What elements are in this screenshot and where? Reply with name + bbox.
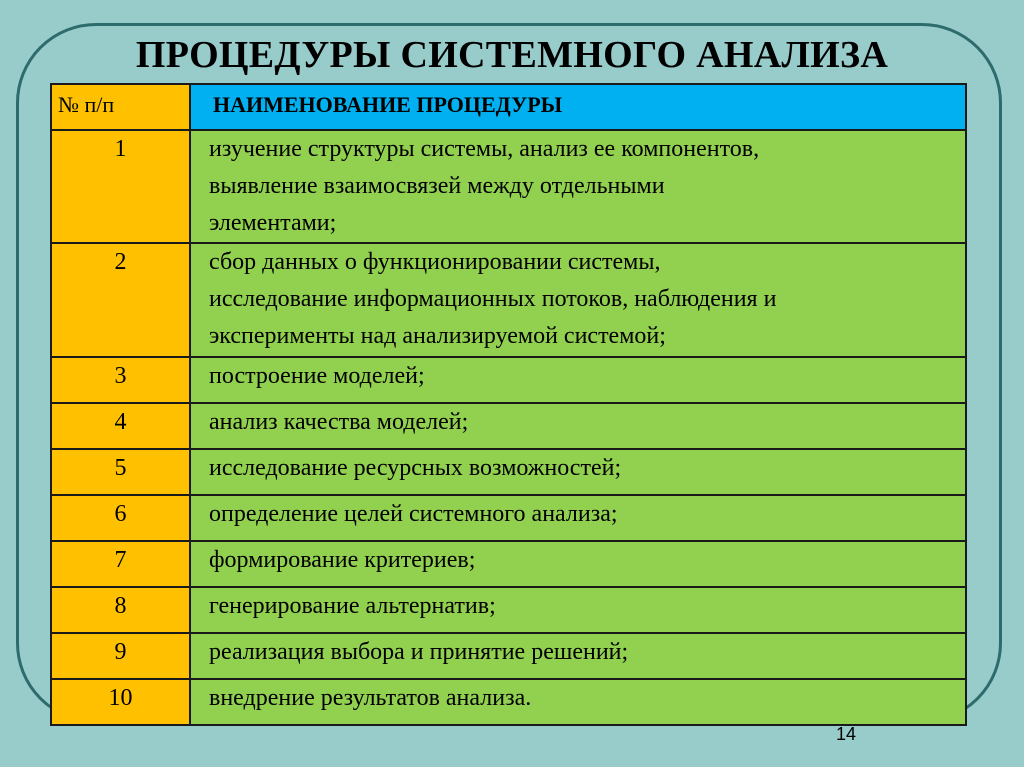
- row-number: 9: [114, 639, 127, 665]
- row-text-line: формирование критериев;: [209, 547, 476, 573]
- table-row: [51, 449, 966, 495]
- row-text-line: анализ качества моделей;: [209, 409, 469, 435]
- table-row: [51, 357, 966, 403]
- row-text-line: построение моделей;: [209, 363, 425, 389]
- table-row: [51, 243, 966, 357]
- table-header-row: [51, 84, 966, 130]
- slide-title: ПРОЦЕДУРЫ СИСТЕМНОГО АНАЛИЗА: [135, 34, 889, 76]
- row-number: 10: [108, 685, 133, 711]
- row-text-line: выявление взаимосвязей между отдельными: [209, 173, 665, 199]
- row-text-line: элементами;: [209, 210, 337, 236]
- row-text-line: определение целей системного анализа;: [209, 501, 618, 527]
- table-row: [51, 495, 966, 541]
- table-row: [51, 541, 966, 587]
- table-row: [51, 679, 966, 725]
- row-text-line: генерирование альтернатив;: [209, 593, 496, 619]
- procedures-table: [50, 83, 967, 726]
- header-procedure-name: НАИМЕНОВАНИЕ ПРОЦЕДУРЫ: [190, 84, 966, 130]
- row-text-line: реализация выбора и принятие решений;: [209, 639, 629, 665]
- row-number: 8: [114, 593, 127, 619]
- row-text-line: исследование ресурсных возможностей;: [209, 455, 622, 481]
- page-number: 14: [836, 724, 857, 744]
- row-text-line: изучение структуры системы, анализ ее компонентов,: [209, 136, 760, 162]
- table-row: [51, 130, 966, 243]
- row-text-line: исследование информационных потоков, наблюдения и: [209, 286, 777, 312]
- table-row: [51, 633, 966, 679]
- row-number: 1: [114, 136, 127, 162]
- header-number: № п/п: [51, 84, 190, 130]
- row-text-line: внедрение результатов анализа.: [209, 685, 532, 711]
- table-row: [51, 587, 966, 633]
- row-text-line: сбор данных о функционировании системы,: [209, 249, 661, 275]
- row-number: 6: [114, 501, 127, 527]
- row-text-line: эксперименты над анализируемой системой;: [209, 323, 666, 349]
- row-number: 2: [114, 249, 127, 275]
- row-number: 5: [114, 455, 127, 481]
- row-number: 4: [114, 409, 127, 435]
- row-number: 3: [114, 363, 127, 389]
- row-number: 7: [114, 547, 127, 573]
- table-row: [51, 403, 966, 449]
